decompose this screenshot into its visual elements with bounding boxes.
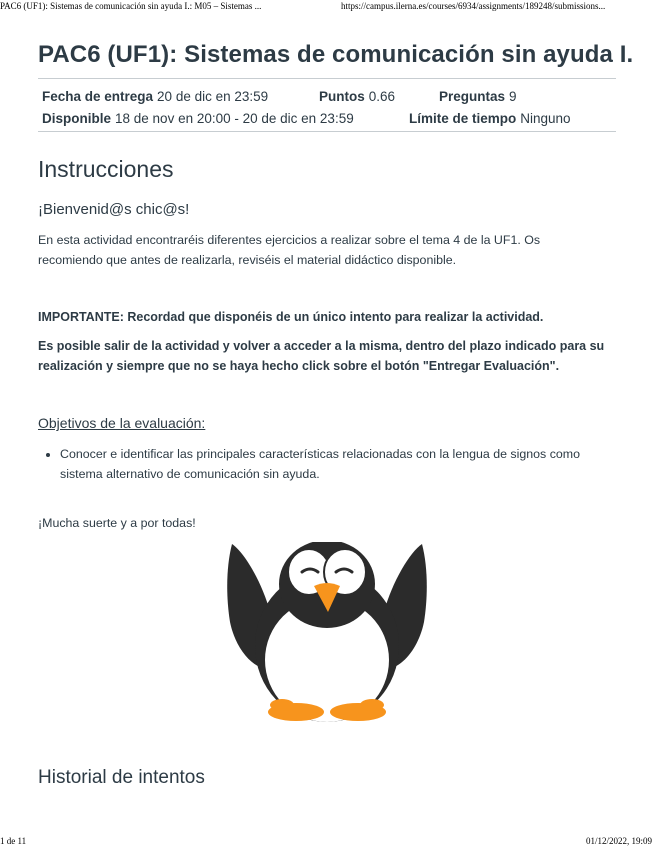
important-notice: IMPORTANTE: Recordad que disponéis de un único intento para realizar la actividad. xyxy=(38,310,544,324)
time-limit xyxy=(409,111,571,126)
points-value: 0.66 xyxy=(368,89,396,104)
page-title: PAC6 (UF1): Sistemas de comunicación sin ayuda I. xyxy=(38,41,634,68)
availability xyxy=(42,111,354,126)
details-divider xyxy=(38,131,616,132)
instructions-paragraph: En esta actividad encontraréis diferentes ejercicios a realizar sobre el tema 4 de la UF1. Os recomiendo que antes de realizarla, reviséis el material didáctico disponible. xyxy=(38,233,541,267)
print-footer xyxy=(0,836,655,848)
due-date xyxy=(42,89,268,104)
page-number: 1 de 11 xyxy=(0,836,27,846)
objectives-list xyxy=(38,445,605,484)
print-header-title: PAC6 (UF1): Sistemas de comunicación sin ayuda I.: M05 – Sistemas ... xyxy=(0,1,262,11)
objectives-heading: Objetivos de la evaluación: xyxy=(38,415,206,431)
important-notice-detail: Es posible salir de la actividad y volver a acceder a la misma, dentro del plazo indicado para su realización y siempre que no se haya hecho click sobre el botón "Entregar Evaluación". xyxy=(38,339,605,373)
print-header xyxy=(0,0,655,14)
attempt-history-heading: Historial de intentos xyxy=(38,767,205,788)
list-item: • Conocer e identificar las principales características relacionadas con la lengua de signos como sistema alternativo de comunicación sin ayuda. xyxy=(60,445,605,484)
questions-label: Preguntas xyxy=(439,89,506,104)
availability-label: Disponible xyxy=(42,111,112,126)
penguin-illustration xyxy=(224,542,430,726)
print-header-url: https://campus.ilerna.es/courses/6934/assignments/189248/submissions... xyxy=(341,1,606,11)
welcome-text: ¡Bienvenid@s chic@s! xyxy=(38,201,190,218)
print-datetime: 01/12/2022, 19:09 xyxy=(585,836,652,846)
points-label: Puntos xyxy=(319,89,365,104)
quiz-details xyxy=(38,79,616,129)
instructions-heading: Instrucciones xyxy=(38,156,174,182)
questions xyxy=(439,89,517,104)
questions-value: 9 xyxy=(509,89,517,104)
due-date-value: 20 de dic en 23:59 xyxy=(157,89,269,104)
points xyxy=(319,89,395,104)
luck-text: ¡Mucha suerte y a por todas! xyxy=(38,516,196,530)
due-date-label: Fecha de entrega xyxy=(42,89,154,104)
availability-value: 18 de nov en 20:00 - 20 de dic en 23:59 xyxy=(115,111,354,126)
time-limit-value: Ninguno xyxy=(520,111,571,126)
quiz-content xyxy=(38,38,634,788)
time-limit-label: Límite de tiempo xyxy=(409,111,517,126)
